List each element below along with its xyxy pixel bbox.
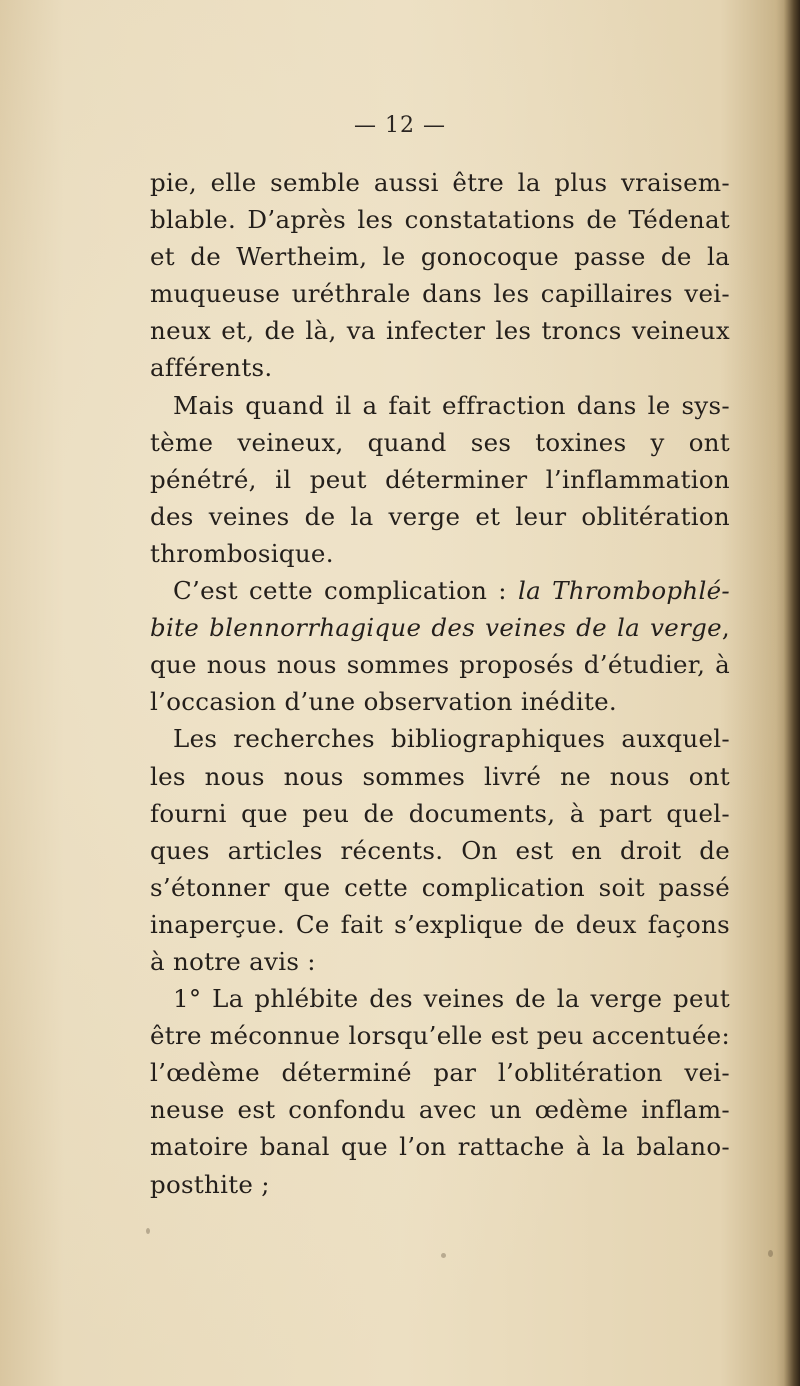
- text-line: neuse est confondu avec un œdème inflam-: [150, 1095, 730, 1125]
- text-line: à notre avis :: [150, 946, 316, 976]
- text-line: que nous nous sommes proposés d’étudier, à: [150, 650, 730, 680]
- text-line: blable. D’après les constatations de Tédenat: [150, 205, 730, 235]
- paper-speck: [441, 1253, 446, 1258]
- text-line: afférents.: [150, 353, 273, 383]
- book-spine-shadow: [784, 0, 800, 1386]
- paragraph-start-line: 1° La phlébite des veines de la verge peut: [173, 984, 730, 1014]
- text-line: les nous nous sommes livré ne nous ont: [150, 761, 730, 791]
- paragraph-start-line: Les recherches bibliographiques auxquel-: [173, 724, 730, 754]
- paper-speck: [768, 1250, 773, 1257]
- text-line: neux et, de là, va infecter les troncs veineux: [150, 316, 730, 346]
- paragraph-start-line: Mais quand il a fait effraction dans le sys-: [173, 390, 730, 420]
- italic-title: la Thrombophlé-: [517, 576, 731, 606]
- text-line: thrombosique.: [150, 538, 334, 568]
- text-line: l’occasion d’une observation inédite.: [150, 687, 617, 717]
- text-line: muqueuse uréthrale dans les capillaires vei-: [150, 279, 730, 309]
- text-line: et de Wertheim, le gonocoque passe de la: [150, 242, 730, 272]
- body-text: [150, 164, 730, 1203]
- text-line: tème veineux, quand ses toxines y ont: [150, 427, 730, 457]
- paragraph-start-line: C’est cette complication : la Thrombophlé-: [173, 576, 731, 606]
- text-line: des veines de la verge et leur oblitération: [150, 501, 730, 531]
- text-line: fourni que peu de documents, à part quel-: [150, 798, 730, 828]
- text-line: l’œdème déterminé par l’oblitération vei-: [150, 1058, 730, 1088]
- paper-speck: [146, 1228, 150, 1234]
- text-line: inaperçue. Ce fait s’explique de deux façons: [150, 909, 730, 939]
- text-line: pénétré, il peut déterminer l’inflammation: [150, 464, 730, 494]
- text-line: s’étonner que cette complication soit passé: [150, 872, 730, 902]
- page-number: — 12 —: [354, 113, 446, 138]
- text-line: bite blennorrhagique des veines de la verge,: [150, 613, 730, 643]
- italic-title: bite blennorrhagique des veines de la verge: [150, 613, 722, 643]
- text-line: posthite ;: [150, 1169, 270, 1199]
- text-line: pie, elle semble aussi être la plus vraisem-: [150, 168, 730, 197]
- text-line: être méconnue lorsqu’elle est peu accentuée:: [150, 1021, 730, 1051]
- text-line: matoire banal que l’on rattache à la balano-: [150, 1132, 730, 1162]
- text-line: ques articles récents. On est en droit de: [150, 835, 730, 865]
